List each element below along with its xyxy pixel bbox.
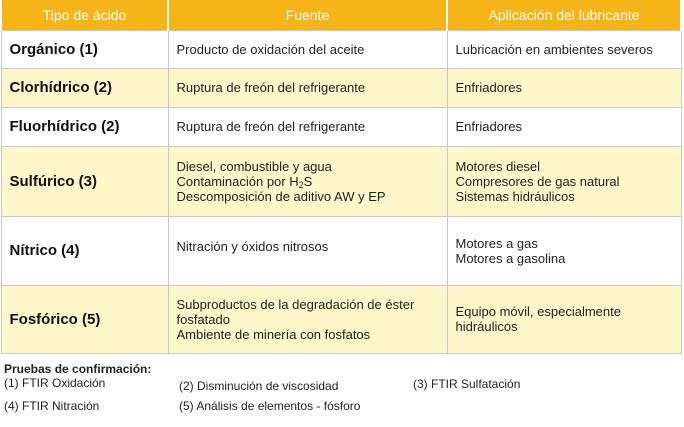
application-cell	[447, 216, 681, 285]
acid-name: Fosfórico (5)	[1, 285, 168, 353]
source-cell	[168, 216, 447, 285]
source-text: Contaminación por H	[176, 173, 299, 189]
source-cell	[168, 285, 447, 353]
application-cell	[447, 68, 681, 107]
application-line: Compresores de gas natural	[455, 173, 620, 189]
test-item: (3) FTIR Sulfatación	[413, 377, 521, 391]
test-item: (1) FTIR Oxidación	[4, 376, 106, 390]
table-row	[1, 146, 681, 216]
application-line: Sistemas hidráulicos	[455, 188, 575, 204]
source-line	[177, 174, 447, 189]
source-line: Producto de oxidación del aceite	[176, 41, 365, 57]
application-line: Motores a gasolina	[455, 250, 566, 266]
source-line: Ambiente de minería con fosfatos	[176, 326, 371, 342]
test-item: (5) Análisis de elementos - fósforo	[179, 399, 361, 413]
source-line: fosfatado	[176, 311, 230, 327]
table-row	[1, 68, 681, 107]
source-line: Subproductos de la degradación de éster	[176, 296, 415, 312]
footer-row	[4, 397, 680, 418]
header-acid-type: Tipo de ácido	[1, 0, 168, 30]
source-cell	[168, 30, 447, 68]
footer-row	[4, 377, 680, 397]
source-line: Nitración y óxidos nitrosos	[176, 238, 329, 254]
source-line: Descomposición de aditivo AW y EP	[176, 188, 386, 204]
acid-name: Orgánico (1)	[1, 30, 168, 68]
application-cell	[447, 30, 681, 68]
source-line: Diesel, combustible y agua	[176, 158, 332, 174]
header-source: Fuente	[168, 0, 447, 30]
source-text: S	[303, 173, 313, 189]
source-cell	[168, 107, 447, 146]
source-cell	[168, 146, 447, 216]
table-row	[1, 285, 681, 353]
table-row	[1, 30, 681, 68]
application-line: Motores a gas	[455, 235, 538, 251]
application-cell	[447, 146, 681, 216]
confirmation-tests-footer	[4, 362, 680, 418]
test-item: (2) Disminución de viscosidad	[179, 379, 339, 393]
source-line: Ruptura de freón del refrigerante	[176, 80, 366, 95]
header-application: Aplicación del lubricante	[447, 0, 681, 30]
application-line: Lubricación en ambientes severos	[455, 41, 653, 57]
acid-name: Nítrico (4)	[1, 216, 168, 285]
application-cell	[447, 285, 681, 353]
table-row	[1, 216, 681, 285]
acid-name: Clorhídrico (2)	[1, 68, 168, 107]
acid-name: Sulfúrico (3)	[1, 146, 168, 216]
application-line: Enfriadores	[455, 80, 522, 95]
application-line: Motores diesel	[455, 158, 541, 174]
source-cell	[168, 68, 447, 107]
source-line: Ruptura de freón del refrigerante	[176, 119, 366, 134]
application-cell	[447, 107, 681, 146]
subscript: 2	[298, 179, 304, 190]
acid-name: Fluorhídrico (2)	[1, 107, 168, 146]
application-line: Enfriadores	[455, 119, 522, 134]
application-line: hidráulicos	[455, 319, 518, 334]
footer-title: Pruebas de confirmación:	[4, 362, 152, 376]
application-line: Equipo móvil, especialmente	[455, 304, 621, 319]
test-item: (4) FTIR Nitración	[4, 399, 100, 413]
table-header-row	[1, 0, 681, 30]
table-row	[1, 107, 681, 146]
